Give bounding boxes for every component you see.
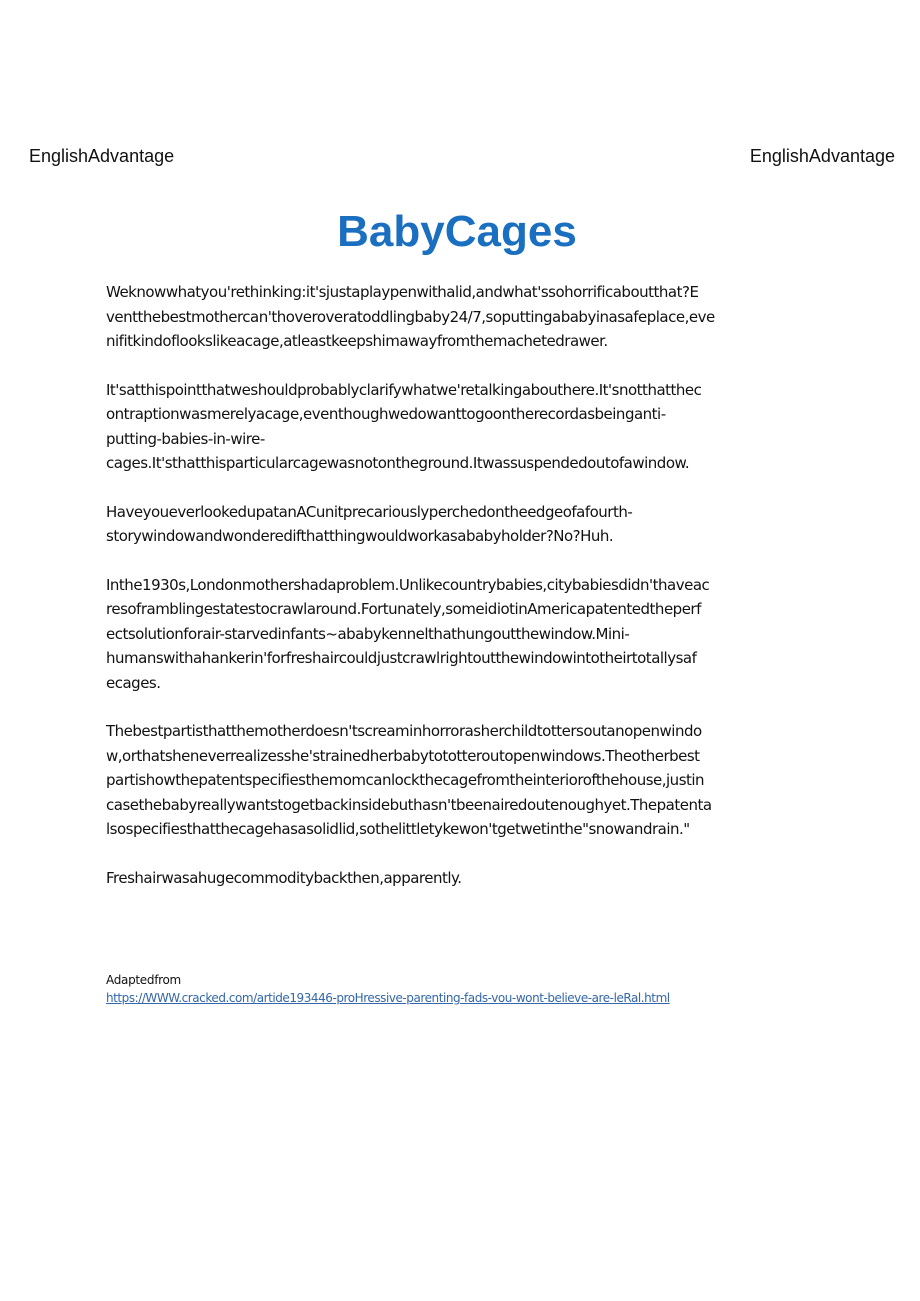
paragraph-line: ectsolutionforair-starvedinfants~ababykennelthathungoutthewindow.Mini- bbox=[106, 624, 630, 643]
paragraph-line: ecages. bbox=[106, 673, 161, 692]
header-right-text: EnglishAdvantage bbox=[749, 146, 895, 166]
paragraph-4 bbox=[106, 573, 808, 696]
paragraph-line: Weknowwhatyou'rethinking:it'sjustaplaypenwithalid,andwhat'ssohorrificaboutthat?E bbox=[106, 283, 699, 301]
paragraph-line: ontraptionwasmerelyacage,eventhoughwedowanttogoontherecordasbeinganti- bbox=[106, 405, 666, 423]
paragraph-line: casethebabyreallywantstogetbackinsidebuthasn'tbeenairedoutenoughyet.Thepatenta bbox=[106, 795, 712, 814]
paragraph-5 bbox=[106, 719, 808, 842]
paragraph-6 bbox=[106, 866, 808, 891]
paragraph-line: w,orthatsheneverrealizesshe'strainedherbabytototteroutopenwindows.Theotherbest bbox=[106, 746, 700, 765]
paragraph-line: It'satthispointthatweshouldprobablyclarifywhatwe'retalkingabouthere.It'snotthatthec bbox=[106, 380, 702, 399]
paragraph-line: storywindowandwonderedifthatthingwouldworkasababyholder?No?Huh. bbox=[106, 527, 614, 545]
paragraph-line: HaveyoueverlookedupatanACunitprecariouslyperchedontheedgeofafourth- bbox=[106, 502, 633, 521]
paragraph-3 bbox=[106, 500, 808, 549]
paragraph-line: humanswithahankerin'forfreshaircouldjustcrawlrightoutthewindowintotheirtotallysaf bbox=[106, 649, 697, 667]
article-title: BabyCages bbox=[337, 207, 577, 256]
source-label: Adaptedfrom bbox=[106, 973, 181, 987]
paragraph-line: cages.It'sthatthisparticularcagewasnotontheground.Itwassuspendedoutofawindow. bbox=[106, 454, 690, 472]
paragraph-2 bbox=[106, 378, 808, 476]
paragraph-line: putting-babies-in-wire- bbox=[106, 429, 265, 448]
header-left-text: EnglishAdvantage bbox=[29, 146, 175, 166]
paragraph-1 bbox=[106, 280, 808, 354]
paragraph-line: ventthebestmothercan'thoveroveratoddlingbaby24/7,soputtingababyinasafeplace,eve bbox=[106, 307, 715, 326]
paragraph-line: nifitkindoflookslikeacage,atleastkeepshimawayfromthemachetedrawer. bbox=[106, 332, 608, 350]
paragraph-line: Freshairwasahugecommoditybackthen,apparently. bbox=[106, 868, 462, 887]
source-link[interactable]: https://WWW.cracked.com/artide193446-proHressive-parenting-fads-vou-wont-believe-are-leRal.html bbox=[106, 991, 670, 1005]
paragraph-line: partishowthepatentspecifiesthemomcanlockthecagefromtheinteriorofthehouse,justin bbox=[106, 771, 705, 789]
paragraph-line: Inthe1930s,Londonmothershadaproblem.Unlikecountrybabies,citybabiesdidn'thaveac bbox=[106, 575, 710, 594]
paragraph-line: lsospecifiesthatthecagehasasolidlid,sothelittletykewon'tgetwetinthe"snowandrain." bbox=[106, 820, 690, 838]
article-body bbox=[106, 280, 808, 914]
paragraph-line: resoframblingestatestocrawlaround.Fortunately,someidiotinAmericapatentedtheperf bbox=[106, 600, 701, 618]
paragraph-line: Thebestpartisthatthemotherdoesn'tscreaminhorrorasherchildtottersoutanopenwindo bbox=[106, 722, 702, 740]
